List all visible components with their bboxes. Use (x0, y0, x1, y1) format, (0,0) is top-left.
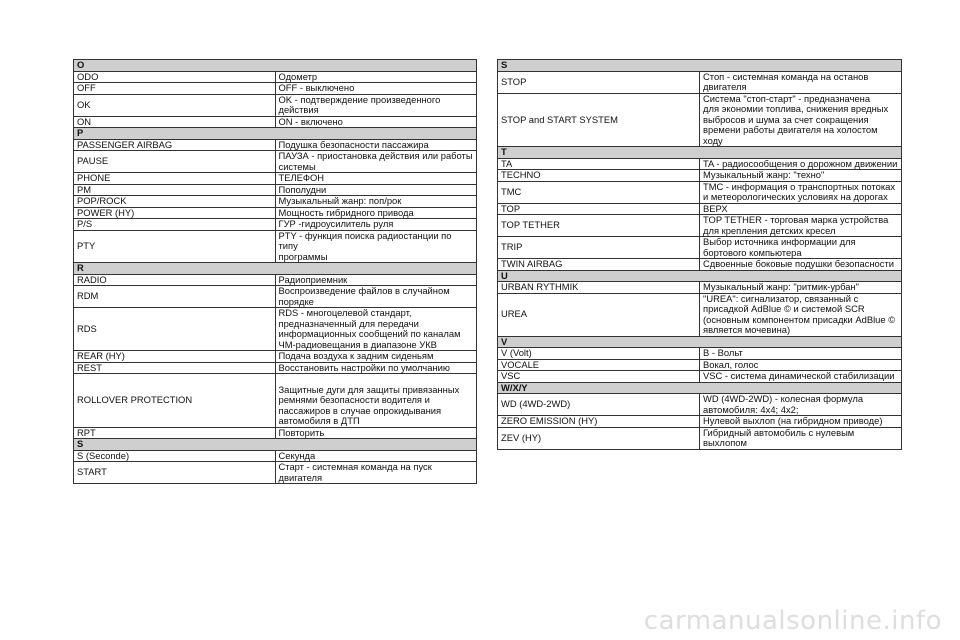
glossary-description: В - Вольт (700, 348, 902, 360)
glossary-term: STOP (498, 71, 700, 93)
section-letter: O (74, 60, 477, 72)
glossary-description: OFF - выключено (275, 83, 477, 95)
glossary-term: ROLLOVER PROTECTION (74, 374, 276, 428)
glossary-term: ZEV (HY) (498, 427, 700, 449)
glossary-row (74, 308, 477, 351)
glossary-description: Мощность гибридного привода (275, 207, 477, 219)
glossary-row (498, 416, 902, 428)
glossary-row (498, 293, 902, 336)
glossary-row (74, 274, 477, 286)
glossary-row (498, 394, 902, 416)
glossary-term: PASSENGER AIRBAG (74, 139, 276, 151)
section-letter: S (498, 60, 902, 72)
glossary-term: TWIN AIRBAG (498, 259, 700, 271)
glossary-term: VSC (498, 371, 700, 383)
glossary-term: TA (498, 158, 700, 170)
section-header (498, 270, 902, 282)
glossary-description: TA - радиосообщения о дорожном движении (700, 158, 902, 170)
section-header (74, 128, 477, 140)
glossary-term: REST (74, 362, 276, 374)
glossary-term: PAUSE (74, 151, 276, 173)
glossary-row (74, 362, 477, 374)
glossary-row (498, 237, 902, 259)
glossary-row (74, 83, 477, 95)
glossary-row (498, 359, 902, 371)
glossary-row (74, 139, 477, 151)
glossary-row (74, 230, 477, 263)
glossary-term: TRIP (498, 237, 700, 259)
section-header (498, 336, 902, 348)
glossary-term: P/S (74, 219, 276, 231)
glossary-description: Музыкальный жанр: "техно" (700, 170, 902, 182)
glossary-term: RDS (74, 308, 276, 351)
glossary-term: V (Volt) (498, 348, 700, 360)
glossary-row (74, 462, 477, 484)
section-letter: V (498, 336, 902, 348)
glossary-description: TOP TETHER - торговая марка устройства для крепления детских кресел (700, 215, 902, 237)
glossary-description: ТЕЛЕФОН (275, 173, 477, 185)
glossary-description: Радиоприемник (275, 274, 477, 286)
glossary-description: WD (4WD-2WD) - колесная формула автомобиля: 4x4; 4x2; (700, 394, 902, 416)
glossary-term: TOP (498, 203, 700, 215)
glossary-description: Нулевой выхлоп (на гибридном приводе) (700, 416, 902, 428)
glossary-row (74, 351, 477, 363)
glossary-term: RPT (74, 427, 276, 439)
glossary-row (74, 427, 477, 439)
glossary-description: Защитные дуги для защиты привязанных ремнями безопасности водителя и пассажиров в случае опрокидывания автомобиля в ДТП (275, 374, 477, 428)
glossary-term: S (Seconde) (74, 450, 276, 462)
glossary-row (498, 282, 902, 294)
glossary-row (498, 427, 902, 449)
glossary-description: ПАУЗА - приостановка действия или работы системы (275, 151, 477, 173)
glossary-term: PM (74, 184, 276, 196)
watermark: carmanualsonline.info (643, 606, 942, 636)
glossary-term: TECHNO (498, 170, 700, 182)
glossary-row (74, 374, 477, 428)
glossary-term: TOP TETHER (498, 215, 700, 237)
glossary-description: ГУР -гидроусилитель руля (275, 219, 477, 231)
glossary-table-left (73, 59, 477, 484)
glossary-table-right (497, 59, 902, 450)
glossary-description: Старт - системная команда на пуск двигателя (275, 462, 477, 484)
glossary-term: PTY (74, 230, 276, 263)
glossary-term: ZERO EMISSION (HY) (498, 416, 700, 428)
section-header (498, 147, 902, 159)
glossary-term: WD (4WD-2WD) (498, 394, 700, 416)
glossary-description: Система "стоп-старт" - предназначена для экономии топлива, снижения вредных выбросов и шума за счет сокращения времени работы двигателя на холостом ходу (700, 93, 902, 147)
glossary-description: "UREA": сигнализатор, связанный с присадкой AdBlue © и системой SCR (основным компонентом присадки AdBlue © является мочевина) (700, 293, 902, 336)
glossary-term: OFF (74, 83, 276, 95)
glossary-row (74, 94, 477, 116)
glossary-description: Выбор источника информации для бортового компьютера (700, 237, 902, 259)
glossary-term: ODO (74, 71, 276, 83)
glossary-row (74, 173, 477, 185)
glossary-row (74, 71, 477, 83)
glossary-term: PHONE (74, 173, 276, 185)
glossary-description: Одометр (275, 71, 477, 83)
glossary-row (498, 259, 902, 271)
section-letter: R (74, 263, 477, 275)
glossary-row (498, 71, 902, 93)
glossary-term: STOP and START SYSTEM (498, 93, 700, 147)
glossary-description: Повторить (275, 427, 477, 439)
section-header (74, 60, 477, 72)
glossary-row (74, 184, 477, 196)
section-header (74, 439, 477, 451)
glossary-description: Сдвоенные боковые подушки безопасности (700, 259, 902, 271)
glossary-row (498, 93, 902, 147)
glossary-row (498, 181, 902, 203)
glossary-term: URBAN RYTHMIK (498, 282, 700, 294)
glossary-description: Восстановить настройки по умолчанию (275, 362, 477, 374)
glossary-row (74, 151, 477, 173)
glossary-row (74, 450, 477, 462)
glossary-description: Секунда (275, 450, 477, 462)
glossary-term: POWER (HY) (74, 207, 276, 219)
glossary-row (498, 215, 902, 237)
section-header (498, 60, 902, 72)
glossary-description: Вокал, голос (700, 359, 902, 371)
glossary-description: Гибридный автомобиль с нулевым выхлопом (700, 427, 902, 449)
section-letter: S (74, 439, 477, 451)
glossary-term: TMC (498, 181, 700, 203)
glossary-row (74, 207, 477, 219)
glossary-term: RADIO (74, 274, 276, 286)
glossary-description: Подушка безопасности пассажира (275, 139, 477, 151)
glossary-row (498, 158, 902, 170)
glossary-term: UREA (498, 293, 700, 336)
glossary-row (74, 219, 477, 231)
glossary-description: Музыкальный жанр: поп/рок (275, 196, 477, 208)
glossary-term: VOCALE (498, 359, 700, 371)
glossary-description: OK - подтверждение произведенного действия (275, 94, 477, 116)
glossary-description: VSC - система динамической стабилизации (700, 371, 902, 383)
section-letter: U (498, 270, 902, 282)
glossary-row (498, 348, 902, 360)
glossary-description: ON - включено (275, 116, 477, 128)
glossary-row (74, 286, 477, 308)
glossary-description: ВЕРХ (700, 203, 902, 215)
glossary-description: Стоп - системная команда на останов двигателя (700, 71, 902, 93)
glossary-row (74, 116, 477, 128)
glossary-row (498, 371, 902, 383)
glossary-term: RDM (74, 286, 276, 308)
section-header (74, 263, 477, 275)
glossary-description: Пополудни (275, 184, 477, 196)
glossary-row (498, 170, 902, 182)
glossary-term: ON (74, 116, 276, 128)
glossary-row (74, 196, 477, 208)
glossary-description: TMC - информация о транспортных потоках и метеорологических условиях на дорогах (700, 181, 902, 203)
glossary-term: POP/ROCK (74, 196, 276, 208)
glossary-term: REAR (HY) (74, 351, 276, 363)
glossary-description: Воспроизведение файлов в случайном порядке (275, 286, 477, 308)
glossary-term: OK (74, 94, 276, 116)
glossary-description: PTY - функция поиска радиостанции по типу программы (275, 230, 477, 263)
section-letter: P (74, 128, 477, 140)
section-letter: T (498, 147, 902, 159)
glossary-description: RDS - многоцелевой стандарт, предназначенный для передачи информационных сообщений по каналам ЧМ-радиовещания в диапазоне УКВ (275, 308, 477, 351)
glossary-term: START (74, 462, 276, 484)
glossary-description: Музыкальный жанр: "ритмик-урбан" (700, 282, 902, 294)
glossary-description: Подача воздуха к задним сиденьям (275, 351, 477, 363)
section-letter: W/X/Y (498, 382, 902, 394)
section-header (498, 382, 902, 394)
glossary-row (498, 203, 902, 215)
